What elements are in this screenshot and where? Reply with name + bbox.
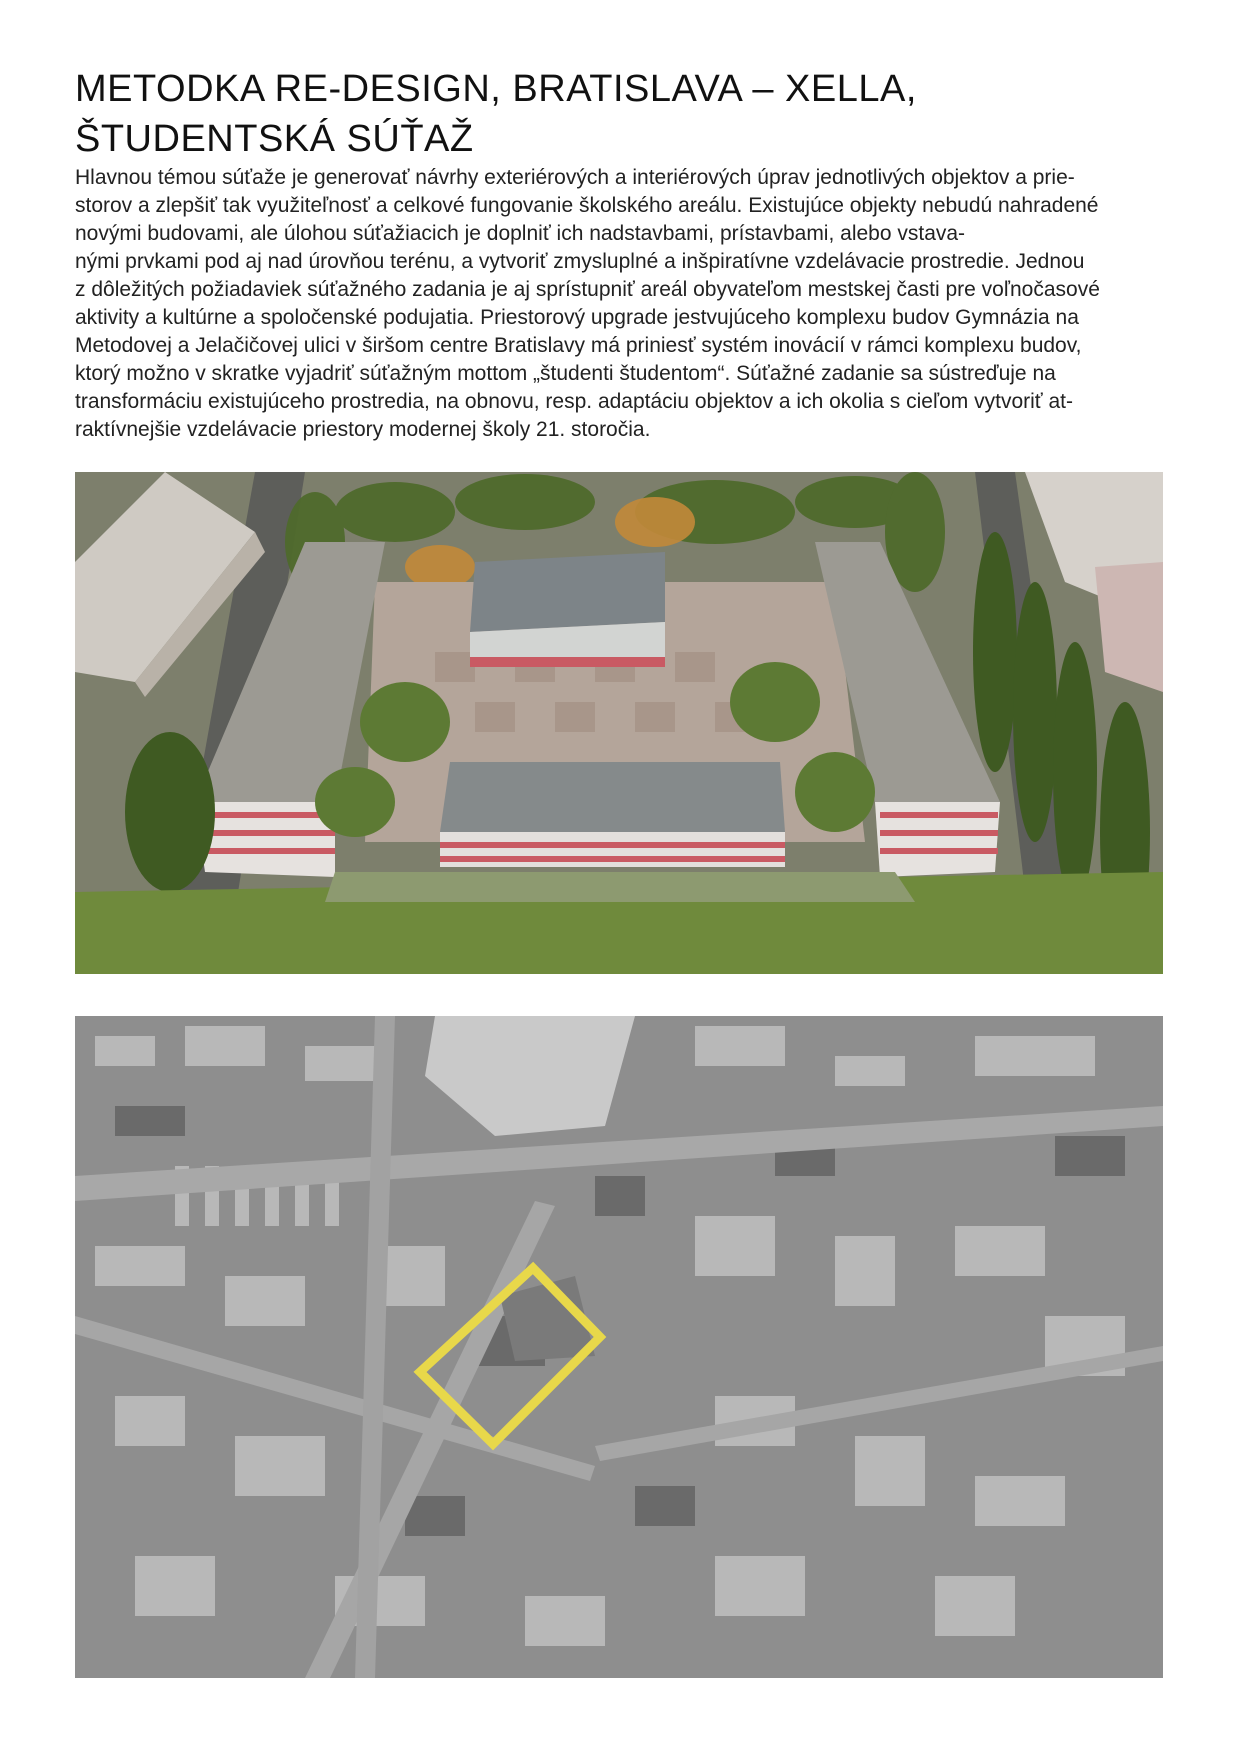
page-title: METODKA RE-DESIGN, BRATISLAVA – XELLA, ŠTUDENTSKÁ SÚŤAŽ bbox=[75, 68, 917, 160]
paragraph-line: Hlavnou témou súťaže je generovať návrhy exteriérových a interiérových úprav jednotlivých objektov a prie- bbox=[75, 166, 1075, 189]
site-map bbox=[75, 1016, 1163, 1678]
paragraph-line: ktorý možno v skratke vyjadriť súťažným mottom „študenti študentom“. Súťažné zadanie sa sústreďuje na bbox=[75, 362, 1056, 385]
paragraph-line: raktívnejšie vzdelávacie priestory modernej školy 21. storočia. bbox=[75, 418, 651, 441]
paragraph-line: transformáciu existujúceho prostredia, na obnovu, resp. adaptáciu objektov a ich okolia s cieľom vytvoriť at- bbox=[75, 390, 1074, 413]
intro-paragraph bbox=[75, 164, 1163, 444]
paragraph-line: storov a zlepšiť tak využiteľnosť a celkové fungovanie školského areálu. Existujúce objekty nebudú nahradené bbox=[75, 194, 1099, 217]
paragraph-line: novými budovami, ale úlohou súťažiacich je doplniť ich nadstavbami, prístavbami, alebo vstava- bbox=[75, 222, 966, 245]
paragraph-line: aktivity a kultúrne a spoločenské podujatia. Priestorový upgrade jestvujúceho komplexu budov Gymnázia na bbox=[75, 306, 1079, 329]
paragraph-line: nými prvkami pod aj nad úrovňou terénu, a vytvoriť zmysluplné a inšpiratívne vzdelávacie prostredie. Jednou bbox=[75, 250, 1085, 273]
aerial-photo bbox=[75, 472, 1163, 974]
paragraph-line: z dôležitých požiadaviek súťažného zadania je aj sprístupniť areál obyvateľom mestskej časti pre voľnočasové bbox=[75, 278, 1100, 301]
paragraph-line: Metodovej a Jelačičovej ulici v širšom centre Bratislavy má priniesť systém inovácií v rámci komplexu budov, bbox=[75, 334, 1082, 357]
